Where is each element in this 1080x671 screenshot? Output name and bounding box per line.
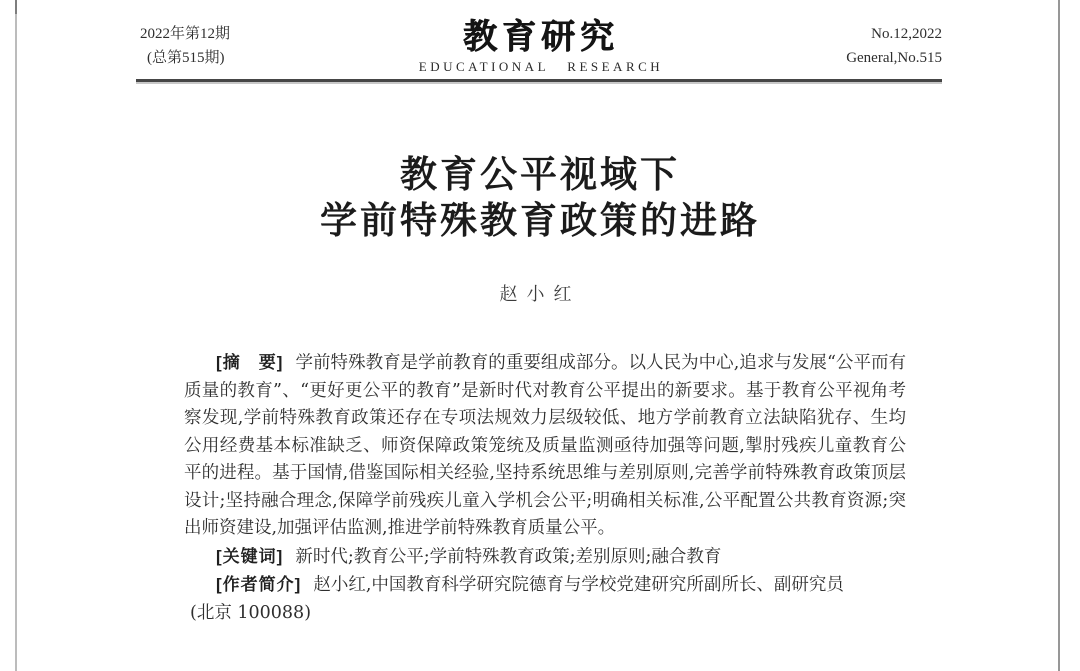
- bio-label: [作者简介]: [216, 575, 302, 594]
- issue-en-line2: General,No.515: [846, 50, 942, 66]
- journal-header: [140, 17, 942, 75]
- bio-text: 赵小红,中国教育科学研究院德育与学校党建研究所副所长、副研究员: [313, 575, 844, 595]
- masthead: [340, 18, 742, 75]
- abstract-text: 学前特殊教育是学前教育的重要组成部分。以人民为中心,追求与发展“公平而有质量的教育”、“更好更公平的教育”是新时代对教育公平提出的新要求。基于教育公平视角考察发现,学前特殊教育政策还存在专项法规效力层级较低、地方学前教育立法缺陷犹存、生均公用经费基本标准缺乏、师资保障政策笼统及质量监测亟待加强等问题,掣肘残疾儿童教育公平的进程。基于国情,借鉴国际相关经验,坚持系统思维与差别原则,完善学前特殊教育政策顶层设计;坚持融合理念,保障学前残疾儿童入学机会公平;明确相关标准,公平配置公共教育资源;突出师资建设,加强评估监测,推进学前特殊教育质量公平。: [184, 353, 907, 538]
- abstract-paragraph: [184, 349, 906, 543]
- issue-info-en: [742, 22, 942, 70]
- page-edge-left: [15, 0, 17, 671]
- issue-en-line1: No.12,2022: [871, 26, 942, 42]
- author-name: 赵小红: [499, 284, 581, 305]
- issue-info-cn: [140, 22, 340, 70]
- issue-cn-line1: 2022年第12期: [140, 26, 231, 42]
- masthead-title-en: EDUCATIONAL RESEARCH: [418, 59, 664, 74]
- abstract-label: [摘 要]: [216, 353, 284, 372]
- header-rule: [136, 79, 942, 82]
- bio-location: (北京 100088): [190, 602, 312, 623]
- title-line-1: 教育公平视域下: [400, 154, 680, 195]
- bio-paragraph: [184, 571, 906, 600]
- keywords-label: [关键词]: [216, 546, 284, 566]
- page-edge-right: [1058, 0, 1060, 671]
- article-title: [140, 152, 940, 244]
- title-line-2: 学前特殊教育政策的进路: [320, 200, 760, 241]
- front-matter: [184, 349, 906, 627]
- keywords-paragraph: [184, 543, 906, 572]
- issue-cn-line2: (总第515期): [147, 50, 225, 66]
- keywords-text: 新时代;教育公平;学前特殊教育政策;差别原则;融合教育: [295, 546, 722, 567]
- masthead-title-cn: 教育研究: [463, 17, 619, 57]
